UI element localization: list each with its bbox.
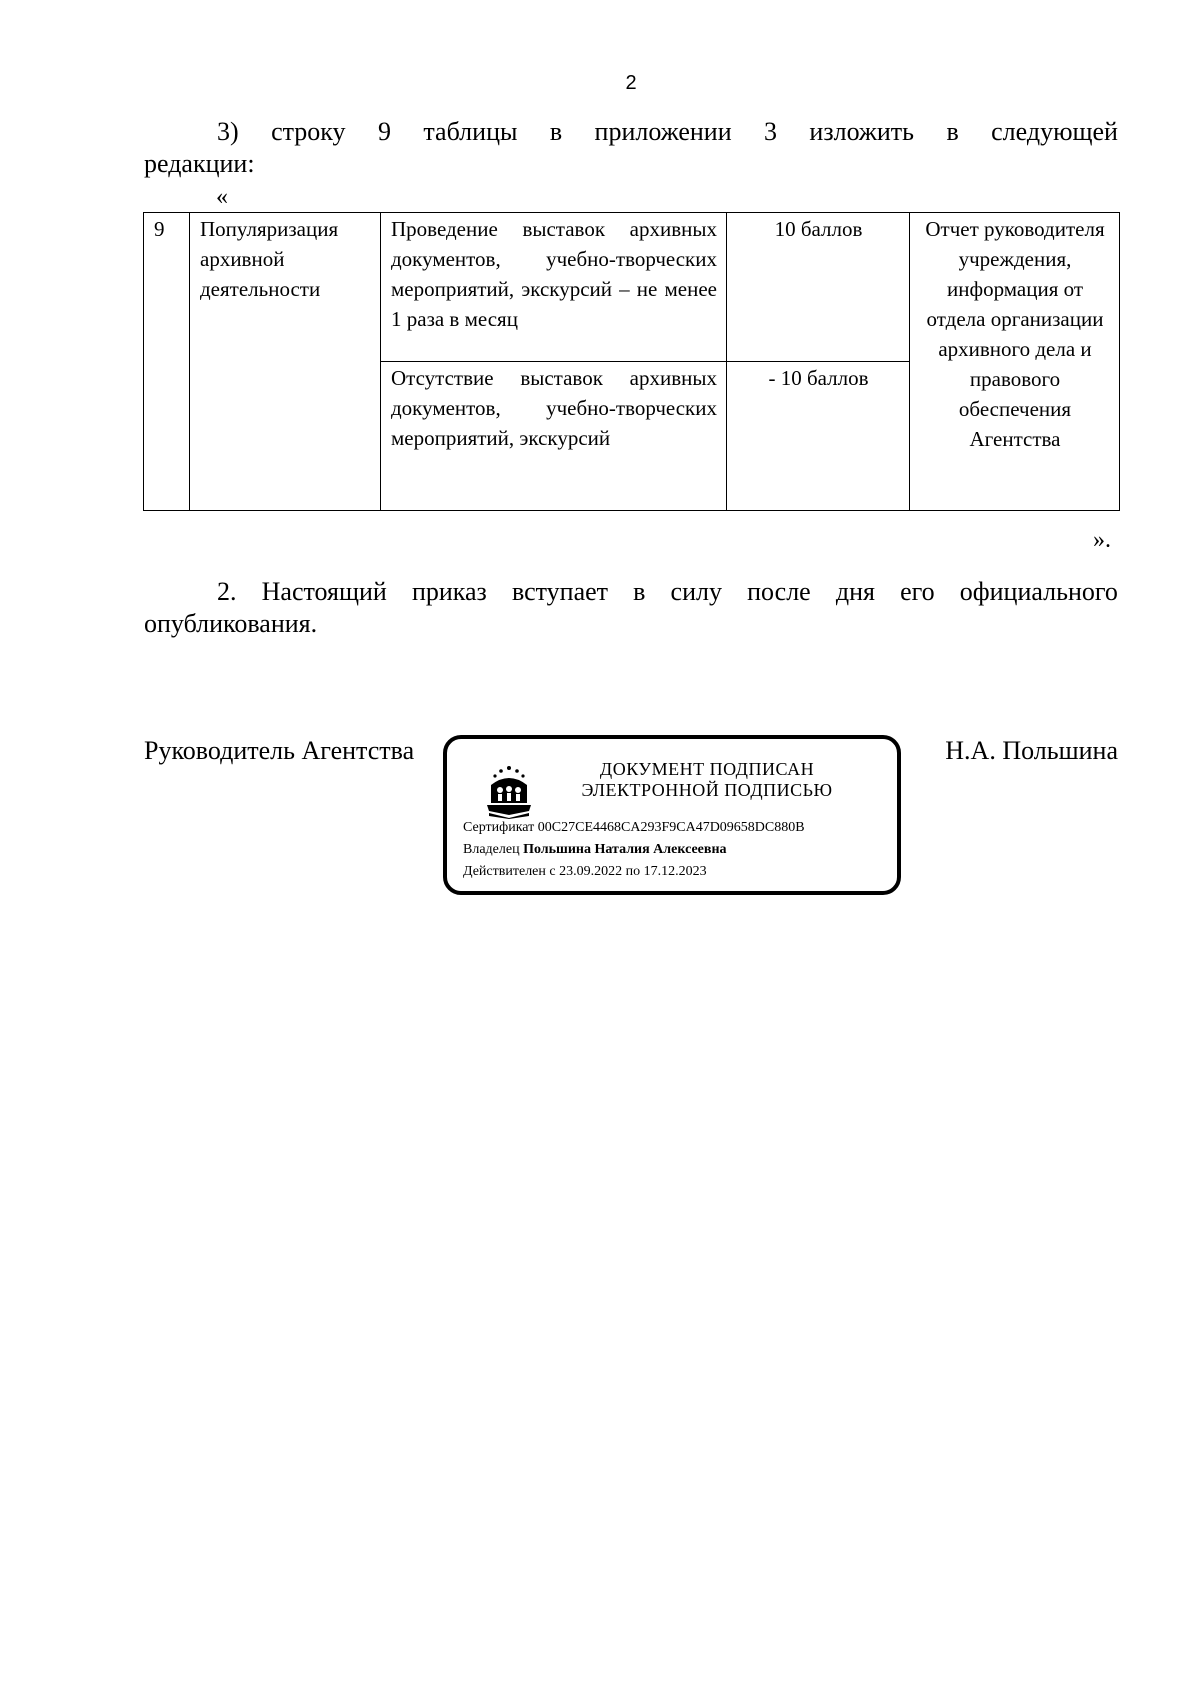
coat-of-arms-icon bbox=[483, 763, 535, 819]
paragraph-line bbox=[144, 116, 1118, 148]
valid-to-label: по bbox=[625, 864, 641, 879]
word: в bbox=[946, 117, 959, 146]
word: в bbox=[549, 117, 563, 146]
word: дня bbox=[835, 577, 875, 606]
certificate-label: Сертификат bbox=[463, 820, 535, 835]
electronic-signature-stamp bbox=[443, 735, 901, 895]
word: 3) bbox=[217, 117, 239, 146]
page-number: 2 bbox=[625, 72, 637, 94]
paragraph-line bbox=[144, 576, 1118, 608]
valid-from-label: Действителен с bbox=[463, 864, 556, 879]
indicator-name-cell: Популяризация архивной деятельности bbox=[190, 213, 381, 511]
stamp-heading-line: ЭЛЕКТРОННОЙ ПОДПИСЬЮ bbox=[581, 780, 833, 800]
word: изложить bbox=[809, 117, 915, 146]
opening-quote: « bbox=[216, 184, 228, 210]
valid-from-value: 23.09.2022 bbox=[559, 864, 623, 879]
amendment-table bbox=[143, 212, 1120, 511]
paragraph-line: опубликования. bbox=[144, 609, 318, 638]
source-cell: Отчет руководителя учреждения, информация от отдела организации архивного дела и правового обеспечения Агентства bbox=[910, 213, 1120, 511]
criterion-description-cell: Отсутствие выставок архивных документов, учебно-творческих мероприятий, экскурсий bbox=[381, 362, 727, 511]
table-row bbox=[144, 213, 1120, 362]
signatory-name: Н.А. Польшина bbox=[945, 736, 1118, 765]
paragraph-line: редакции: bbox=[144, 149, 255, 178]
word: в bbox=[633, 577, 646, 606]
word: 2. bbox=[217, 577, 237, 606]
signatory-title: Руководитель Агентства bbox=[144, 736, 415, 765]
word: следующей bbox=[991, 117, 1118, 146]
word: 3 bbox=[764, 117, 778, 146]
word: после bbox=[747, 577, 811, 606]
closing-quote: ». bbox=[1093, 527, 1111, 553]
paragraph-effective-date bbox=[144, 576, 1118, 640]
row-number-cell: 9 bbox=[144, 213, 190, 511]
certificate-value: 00C27CE4468CA293F9CA47D09658DC880B bbox=[537, 820, 805, 835]
word: таблицы bbox=[423, 117, 518, 146]
owner-value: Польшина Наталия Алексеевна bbox=[523, 842, 727, 857]
stamp-owner-line bbox=[463, 841, 727, 859]
stamp-certificate-line bbox=[463, 819, 805, 837]
criterion-description-cell: Проведение выставок архивных документов, учебно-творческих мероприятий, экскурсий – не менее 1 раза в месяц bbox=[381, 213, 727, 362]
stamp-validity-line bbox=[463, 863, 707, 881]
word: официального bbox=[959, 577, 1118, 606]
word: силу bbox=[670, 577, 722, 606]
paragraph-amendment-intro bbox=[144, 116, 1118, 180]
owner-label: Владелец bbox=[463, 842, 520, 857]
word: приказ bbox=[411, 577, 487, 606]
stamp-heading bbox=[547, 759, 867, 801]
word: Настоящий bbox=[261, 577, 387, 606]
stamp-heading-line: ДОКУМЕНТ ПОДПИСАН bbox=[599, 759, 815, 779]
word: 9 bbox=[377, 117, 391, 146]
score-cell: 10 баллов bbox=[727, 213, 910, 362]
word: строку bbox=[271, 117, 346, 146]
word: вступает bbox=[511, 577, 609, 606]
word: его bbox=[900, 577, 935, 606]
valid-to-value: 17.12.2023 bbox=[643, 864, 707, 879]
word: приложении bbox=[594, 117, 732, 146]
score-cell: - 10 баллов bbox=[727, 362, 910, 511]
